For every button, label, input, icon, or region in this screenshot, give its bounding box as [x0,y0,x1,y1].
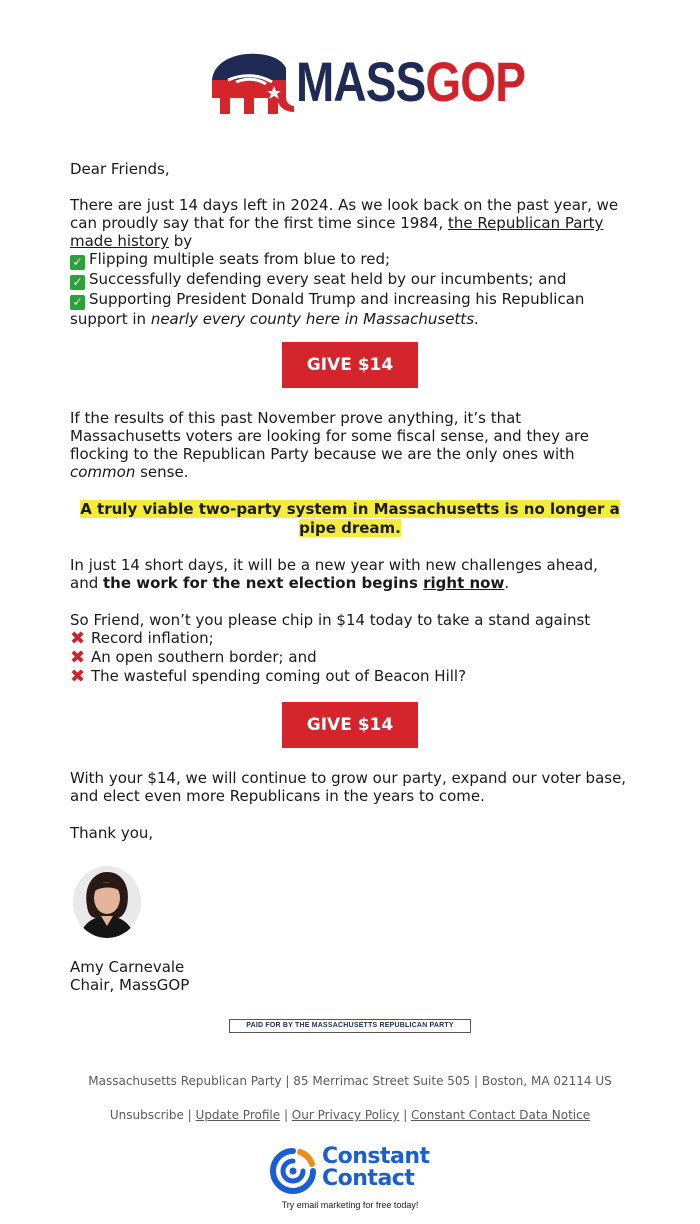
closing-text: With your $14, we will continue to grow our party, expand our voter base, and elect even more Republicans in the years to come. [70,769,627,805]
separator: | [399,1108,412,1122]
highlight-text: A truly viable two-party system in Massachusetts is no longer a pipe dream. [80,500,620,537]
massgop-logo[interactable] [208,50,525,118]
check-text-2: Successfully defending every seat held by our incumbents; and [89,270,567,288]
signature [70,958,630,994]
signer-title: Chair, MassGOP [70,976,190,994]
results-text [70,409,630,481]
thanks-text: Thank you, [70,824,154,842]
update-profile-link[interactable]: Update Profile [195,1108,281,1122]
cross-item-2 [70,648,630,667]
checkmark-icon: ✓ [70,275,85,290]
check-item-1 [70,250,630,270]
checkmark-icon: ✓ [70,295,85,310]
right-now-link[interactable]: right now [423,574,505,592]
next-election-paragraph [70,556,630,592]
intro-paragraph [70,196,630,328]
check-text-3-end: . [474,310,479,328]
next-election-bold: the work for the next election begins [103,574,424,592]
check-text-1: Flipping multiple seats from blue to red; [89,250,391,268]
cross-text-1: Record inflation; [91,629,214,647]
cross-mark-icon: ✖ [70,628,86,649]
check-text-3: Supporting President Donald Trump and increasing his Republican support in [70,290,585,328]
portrait-icon [73,866,141,938]
logo-mass: MASS [296,50,426,113]
data-notice-link[interactable]: Constant Contact Data Notice [411,1108,591,1122]
check-item-2 [70,270,630,290]
results-italic: common [70,463,136,481]
cc-line2: Contact [322,1166,415,1191]
constant-contact-icon [270,1148,316,1194]
ask-paragraph [70,611,630,686]
greeting-text: Dear Friends, [70,160,170,178]
cross-text-3: The wasteful spending coming out of Beacon Hill? [91,667,467,685]
footer-links [0,1108,700,1122]
next-election-a: In just 14 short days, it will be a new year with new challenges ahead, and [70,556,598,592]
separator: | [183,1108,196,1122]
privacy-policy-link[interactable]: Our Privacy Policy [291,1108,400,1122]
made-history-link[interactable]: the Republican Party made history [70,214,604,250]
cross-item-3 [70,667,630,686]
signer-avatar [73,866,141,938]
paid-for-disclaimer: PAID FOR BY THE MASSACHUSETTS REPUBLICAN PARTY [229,1019,471,1033]
cross-item-1 [70,629,630,648]
results-a: If the results of this past November prove anything, it’s that Massachusetts voters are looking for some fiscal sense, and they are flocking to the Republican Party because we are the only ones with [70,409,589,463]
cross-mark-icon: ✖ [70,647,86,668]
ask-text: So Friend, won’t you please chip in $14 today to take a stand against [70,611,591,629]
give-14-button-bottom[interactable]: GIVE $14 [282,702,418,748]
cc-tagline[interactable]: Try email marketing for free today! [281,1200,419,1210]
check-text-3-italic: nearly every county here in Massachusetts [150,310,475,328]
cross-text-2: An open southern border; and [91,648,317,666]
unsubscribe-link[interactable]: Unsubscribe [109,1108,184,1122]
results-paragraph [70,409,630,481]
next-election-end: . [504,574,510,592]
constant-contact-wordmark [322,1146,430,1190]
intro-after: by [168,232,193,250]
give-14-button-top[interactable]: GIVE $14 [282,342,418,388]
cc-line1: Constant [322,1144,430,1169]
logo-gop: GOP [425,50,525,113]
thanks [70,824,630,842]
cross-mark-icon: ✖ [70,666,86,687]
results-b: sense. [135,463,189,481]
closing-paragraph [70,769,630,805]
constant-contact-logo[interactable] [270,1146,440,1194]
highlight-callout [70,500,630,538]
logo-wordmark [296,50,525,114]
footer-address: Massachusetts Republican Party | 85 Merrimac Street Suite 505 | Boston, MA 02114 US [88,1074,612,1088]
next-election-text [70,556,630,592]
intro-before: There are just 14 days left in 2024. As we look back on the past year, we can proudly say that for the first time since 1984, [70,196,619,232]
separator: | [280,1108,292,1122]
signer-name: Amy Carnevale [70,958,185,976]
checkmark-icon: ✓ [70,255,85,270]
elephant-logo-icon [208,50,296,118]
check-item-3 [70,290,630,328]
intro-text [70,196,630,250]
greeting [70,160,630,178]
